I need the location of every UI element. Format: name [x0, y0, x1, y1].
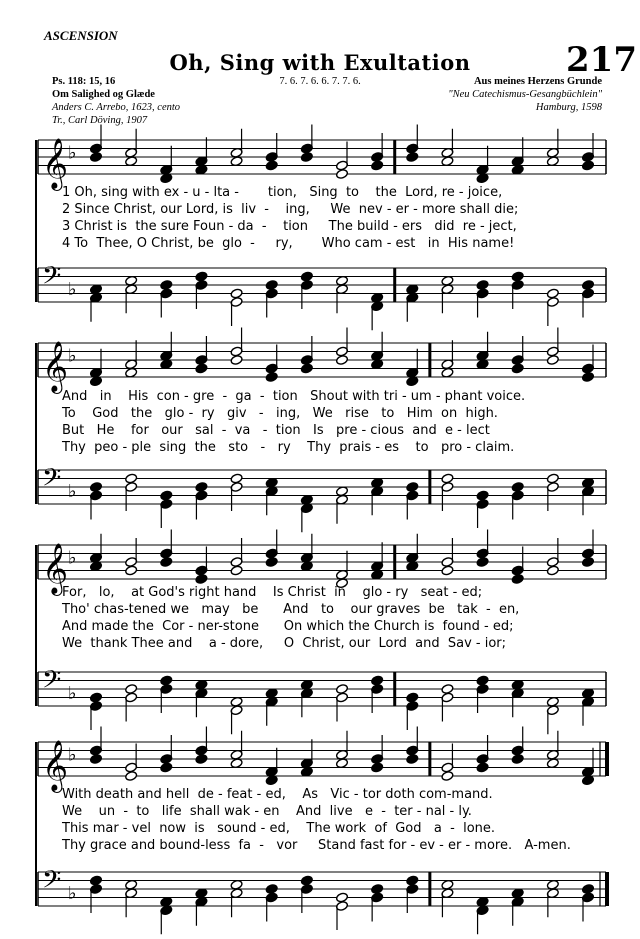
lyric-line: We thank Thee and a - dore, O Christ, our Lord and Sav - ior; [62, 636, 507, 651]
note-head [125, 565, 138, 576]
translator-credit: Tr., Carl Döving, 1907 [52, 115, 148, 126]
note-head [336, 684, 349, 695]
bass-clef-icon: 𝄢 [42, 665, 62, 701]
note-head [406, 692, 419, 703]
note-head [511, 271, 524, 282]
lyric-line: 3 Christ is the sure Foun - da - tion The build - ers did re - ject, [62, 219, 517, 234]
note-head [265, 884, 278, 895]
note-head [195, 271, 208, 282]
tune-place: Hamburg, 1598 [535, 102, 602, 113]
note-head [371, 675, 384, 686]
flat-sign-icon: ♭ [68, 142, 77, 164]
note-head [90, 692, 103, 703]
note-head [300, 875, 313, 886]
lyric-line: To God the glo - ry giv - ing, We rise to Him on high. [62, 406, 498, 421]
tune-source: "Neu Catechismus-Gesangbüchlein" [448, 89, 602, 100]
note-head [90, 482, 103, 493]
flat-sign-icon: ♭ [68, 547, 77, 569]
note-head [230, 355, 243, 366]
note-head [406, 482, 419, 493]
flat-sign-icon: ♭ [68, 345, 77, 367]
note-head [195, 482, 208, 493]
note-head [546, 288, 559, 299]
note-head [160, 490, 173, 501]
note-head [441, 565, 454, 576]
note-head [300, 271, 313, 282]
note-head [160, 762, 173, 773]
note-head [125, 473, 138, 484]
note-head [476, 280, 489, 291]
flat-sign-icon: ♭ [68, 279, 77, 301]
note-head [582, 372, 595, 383]
note-head [582, 160, 595, 171]
note-head [406, 754, 419, 765]
flat-sign-icon: ♭ [68, 683, 77, 705]
note-head [265, 160, 278, 171]
lyric-line: We un - to life shall wak - en And live e - ter - nal - ly. [62, 804, 472, 819]
note-head [336, 169, 349, 180]
note-head [476, 557, 489, 568]
note-head [511, 482, 524, 493]
note-head [371, 762, 384, 773]
note-head [511, 574, 524, 585]
note-head [336, 355, 349, 366]
flat-sign-icon: ♭ [68, 883, 77, 905]
note-head [265, 557, 278, 568]
bass-clef-icon: 𝄢 [42, 865, 62, 901]
lyric-line: But He for our sal - va - tion Is pre - cious and e - lect [62, 423, 490, 438]
hymn-title: Oh, Sing with Exultation [169, 50, 471, 75]
note-head [511, 754, 524, 765]
note-head [195, 363, 208, 374]
note-head [546, 565, 559, 576]
note-head [582, 280, 595, 291]
author-credit: Anders C. Arrebo, 1623, cento [52, 102, 181, 113]
lyric-line: And in His con - gre - ga - tion Shout with tri - um - phant voice. [62, 389, 526, 404]
note-head [300, 152, 313, 163]
note-head [441, 473, 454, 484]
note-head [582, 557, 595, 568]
lyric-line: For, lo, at God's right hand Is Christ in glo - ry seat - ed; [62, 585, 483, 600]
note-head [160, 280, 173, 291]
note-head [371, 884, 384, 895]
note-head [476, 490, 489, 501]
lyric-line: 4 To Thee, O Christ, be glo - ry, Who cam - est in His name! [62, 236, 515, 251]
note-head [125, 684, 138, 695]
note-head [441, 771, 454, 782]
lyric-line: Tho' chas-tened we may be And to our graves be tak - en, [62, 602, 520, 617]
hymn-number: 217 [566, 40, 637, 80]
note-head [371, 160, 384, 171]
note-head [195, 574, 208, 585]
note-head [160, 675, 173, 686]
original-title: Om Salighed og Glæde [52, 89, 155, 100]
note-head [265, 372, 278, 383]
lyric-line: Thy peo - ple sing the sto - ry Thy prais - es to pro - claim. [62, 440, 515, 455]
treble-clef-icon: 𝄞 [42, 138, 69, 189]
note-head [406, 152, 419, 163]
lyric-line: 1 Oh, sing with ex - u - lta - tion, Sing to the Lord, re - joice, [62, 185, 503, 200]
bass-clef-icon: 𝄢 [42, 261, 62, 297]
note-head [582, 884, 595, 895]
flat-sign-icon: ♭ [68, 481, 77, 503]
note-head [511, 363, 524, 374]
note-head [230, 473, 243, 484]
tune-name: Aus meines Herzens Grunde [473, 76, 602, 87]
note-head [90, 875, 103, 886]
bass-clef-icon: 𝄢 [42, 463, 62, 499]
lyric-line: Thy grace and bound-less fa - vor Stand fast for - ev - er - more. A-men. [62, 838, 571, 853]
note-head [160, 557, 173, 568]
note-head [195, 754, 208, 765]
meter: 7. 6. 7. 6. 6. 7. 7. 6. [279, 76, 361, 87]
note-head [336, 892, 349, 903]
note-head [406, 875, 419, 886]
treble-clef-icon: 𝄞 [42, 740, 69, 791]
note-head [546, 355, 559, 366]
note-head [90, 754, 103, 765]
section-heading: ASCENSION [44, 28, 118, 43]
note-head [230, 288, 243, 299]
note-head [476, 762, 489, 773]
note-head [90, 152, 103, 163]
flat-sign-icon: ♭ [68, 744, 77, 766]
note-head [125, 771, 138, 782]
note-head [265, 280, 278, 291]
scripture-reference: Ps. 118: 15, 16 [52, 76, 116, 87]
note-head [230, 565, 243, 576]
note-head [441, 684, 454, 695]
lyric-line: And made the Cor - ner-stone On which the Church is found - ed; [62, 619, 514, 634]
note-head [546, 473, 559, 484]
note-head [300, 363, 313, 374]
lyric-line: This mar - vel now is sound - ed, The work of God a - lone. [62, 821, 496, 836]
treble-clef-icon: 𝄞 [42, 341, 69, 392]
lyric-line: With death and hell de - feat - ed, As Vic - tor doth com-mand. [62, 787, 493, 802]
note-head [476, 675, 489, 686]
lyric-line: 2 Since Christ, our Lord, is liv - ing, We nev - er - more shall die; [62, 202, 519, 217]
treble-clef-icon: 𝄞 [42, 543, 69, 594]
